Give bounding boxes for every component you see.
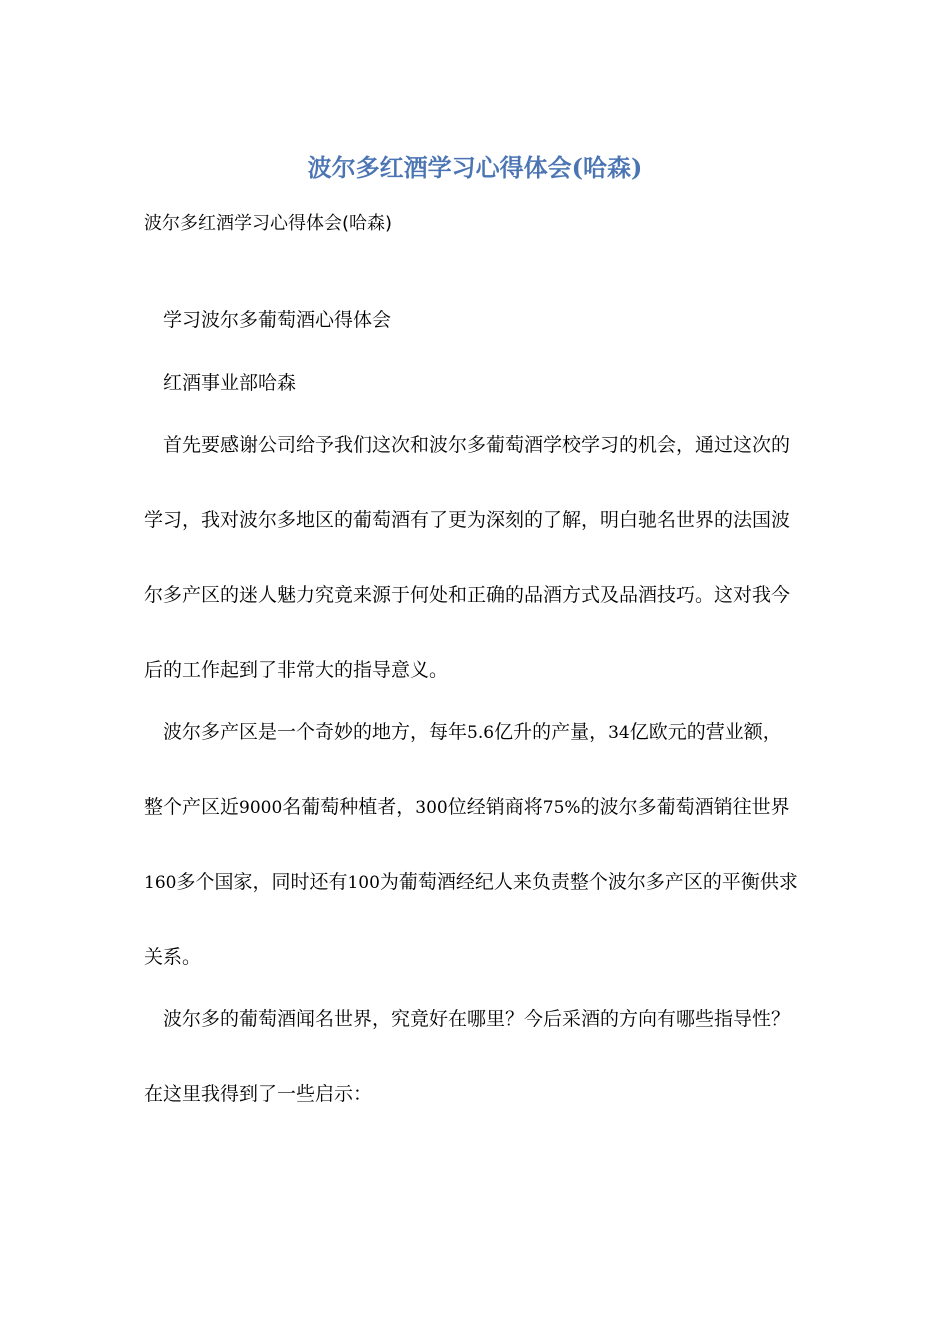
text-segment: 整个产区近 [144, 796, 240, 818]
paragraph-1-line-2: 学习，我对波尔多地区的葡萄酒有了更为深刻的了解，明白驰名世界的法国波 [144, 509, 791, 531]
number: 9000 [239, 798, 283, 818]
number: 160 [144, 873, 177, 893]
text-segment: 为葡萄酒经纪人来负责整个波尔多产区的平衡供求 [379, 871, 798, 893]
paragraph-2-line-1 [163, 719, 782, 746]
paragraph-2-line-4: 关系。 [144, 946, 202, 968]
text-segment: 亿欧元的营业额， [629, 721, 782, 743]
page-title: 波尔多红酒学习心得体会(哈森) [307, 153, 643, 182]
paragraph-1-line-4: 后的工作起到了非常大的指导意义。 [144, 659, 449, 681]
number: 5.6 [467, 723, 495, 743]
paragraph-1-line-1: 首先要感谢公司给予我们这次和波尔多葡萄酒学校学习的机会，通过这次的 [163, 434, 791, 456]
paragraph-3-line-2: 在这里我得到了一些启示： [144, 1083, 373, 1105]
section-heading: 学习波尔多葡萄酒心得体会 [163, 309, 392, 331]
text-segment: 名葡萄种植者， [282, 796, 416, 818]
text-segment: 波尔多产区是一个奇妙的地方，每年 [163, 721, 468, 743]
text-segment: 位经销商将 [447, 796, 543, 818]
document-subtitle: 波尔多红酒学习心得体会(哈森) [144, 213, 393, 234]
text-segment: 多个国家，同时还有 [176, 871, 348, 893]
paragraph-2-line-2 [144, 794, 790, 821]
number: 100 [347, 873, 380, 893]
text-segment: 亿升的产量， [494, 721, 609, 743]
paragraph-1-line-3: 尔多产区的迷人魅力究竟来源于何处和正确的品酒方式及品酒技巧。这对我今 [144, 584, 791, 606]
number: 75% [542, 798, 581, 818]
paragraph-3-line-1: 波尔多的葡萄酒闻名世界，究竟好在哪里？今后采酒的方向有哪些指导性？ [163, 1008, 791, 1030]
number: 34 [608, 723, 630, 743]
author-line: 红酒事业部哈森 [163, 372, 297, 394]
paragraph-2-line-3 [144, 869, 798, 896]
number: 300 [415, 798, 448, 818]
text-segment: 的波尔多葡萄酒销往世界 [580, 796, 790, 818]
